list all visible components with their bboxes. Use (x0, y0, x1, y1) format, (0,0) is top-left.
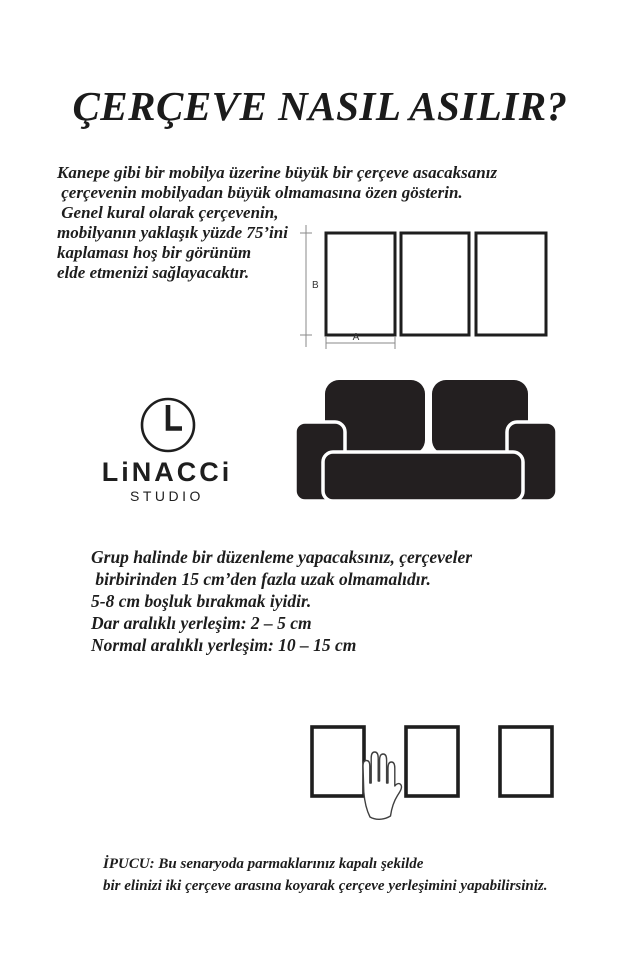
frame-rect (312, 727, 364, 796)
intro-text-line: Genel kural olarak çerçevenin, (57, 203, 279, 222)
spacing-text-line: birbirinden 15 cm’den fazla uzak olmamalıdır. (91, 569, 431, 589)
spacing-rules-paragraph (91, 546, 472, 656)
frame-rect (406, 727, 458, 796)
tip-paragraph (103, 853, 548, 897)
dimension-label-b: B (312, 280, 319, 291)
frame-rect (326, 233, 395, 335)
frame-size-diagram (298, 220, 558, 354)
spacing-text-line: Dar aralıklı yerleşim: 2 – 5 cm (91, 613, 312, 633)
intro-text-line: Kanepe gibi bir mobilya üzerine büyük bir çerçeve asacaksanız (57, 163, 498, 182)
spacing-text-line: Grup halinde bir düzenleme yapacaksınız, çerçeveler (91, 547, 473, 567)
tip-text-line: İPUCU: Bu senaryoda parmaklarınız kapalı şekilde (103, 856, 424, 872)
page-title: ÇERÇEVE NASIL ASILIR? (72, 83, 568, 129)
intro-text-line: elde etmenizi sağlayacaktır. (57, 263, 250, 282)
intro-text-line: çerçevenin mobilyadan büyük olmamasına özen gösterin. (57, 183, 463, 202)
logo-subtitle: STUDIO (130, 488, 204, 504)
frame-rect (476, 233, 546, 335)
sofa-icon (292, 372, 564, 504)
intro-text-line: kaplaması hoş bir görünüm (57, 243, 252, 262)
logo-name: LiNACCi (101, 457, 233, 487)
hand-icon (363, 752, 402, 819)
spacing-text-line: 5-8 cm boşluk bırakmak iyidir. (91, 591, 312, 611)
frame-rect (401, 233, 469, 335)
intro-text-line: mobilyanın yaklaşık yüzde 75’ini (57, 223, 288, 242)
tip-text-line: bir elinizi iki çerçeve arasına koyarak çerçeve yerleşimini yapabilirsiniz. (103, 878, 548, 894)
dimension-line-a (326, 337, 395, 349)
dimension-label-a: A (352, 332, 360, 343)
frame-rect (500, 727, 552, 796)
clock-logo-icon (139, 395, 197, 455)
dimension-line-b (300, 225, 312, 347)
hand-spacing-diagram (300, 717, 570, 829)
spacing-text-line: Normal aralıklı yerleşim: 10 – 15 cm (91, 635, 357, 655)
